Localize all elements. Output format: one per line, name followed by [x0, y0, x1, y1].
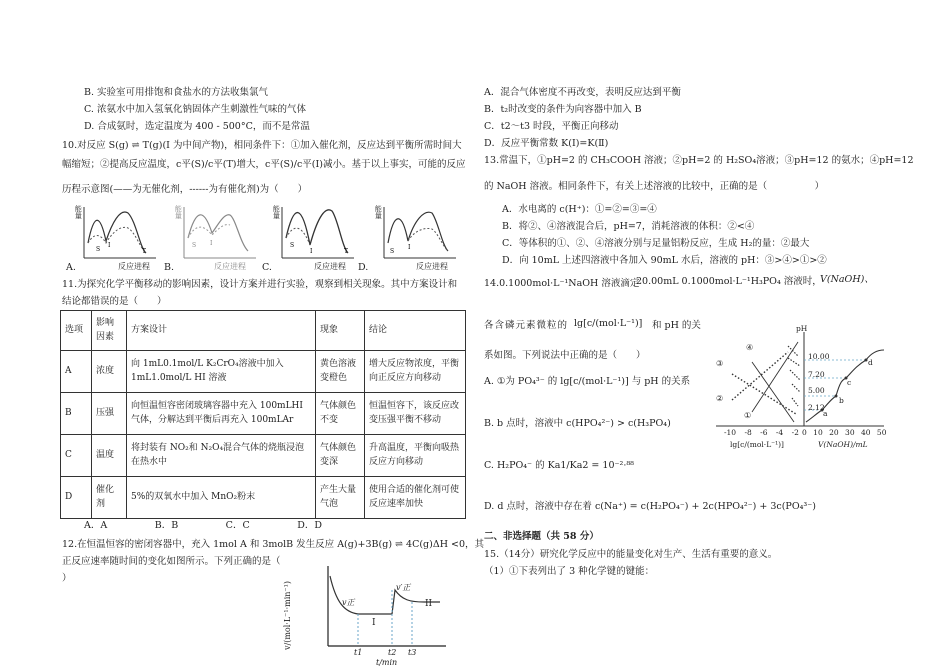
svg-text:S: S	[290, 242, 295, 249]
q14-xtick: 0	[802, 428, 807, 437]
q15-line1: 15.（14分）研究化学反应中的能量变化对生产、生活有重要的意义。	[484, 549, 778, 560]
q14-ytick-2: 2.12	[808, 403, 825, 412]
svg-text:T: T	[344, 248, 349, 255]
table-cell: 产生大量气泡	[316, 477, 365, 519]
q14-curve-label-1: ①	[744, 411, 752, 420]
q13-option-b: B．将②、④溶液混合后，pH=7，消耗溶液的体积：②<④	[502, 221, 755, 232]
q14-xtick: -10	[724, 428, 737, 437]
table-cell: 压强	[92, 393, 127, 435]
q11-line2: 结论都错误的是（ ）	[62, 296, 167, 307]
q13-option-a: A．水电离的 c(H⁺)：①=②=③=④	[502, 204, 657, 215]
q12-line2: 正反应速率随时间的变化如图所示。下列正确的是（	[62, 556, 281, 567]
q10-diagram-a	[78, 203, 158, 265]
q14-xlabel-right: V(NaOH)/mL	[818, 440, 868, 449]
section-2-heading: 二、非选择题（共 58 分）	[484, 531, 599, 542]
q10-axis-x-d: 反应进程	[416, 262, 448, 271]
q14-curve-label-4: ④	[746, 343, 754, 352]
svg-text:S: S	[96, 246, 101, 253]
table-cell: 使用合适的催化剂可使反应速率加快	[365, 477, 466, 519]
table-cell: 增大反应物浓度，平衡向正反应方向移动	[365, 351, 466, 393]
q12-t3: t3	[408, 648, 417, 657]
q12-v-label: v正	[342, 598, 355, 607]
q15-line2: （1）①下表列出了 3 种化学键的键能：	[484, 566, 655, 577]
q14-line2a: 各含磷元素微粒的	[484, 320, 569, 331]
table-header-cell: 现象	[316, 311, 365, 351]
q14-option-c: C. H₂PO₄⁻ 的 Ka1/Ka2 = 10⁻²·⁸⁸	[484, 460, 634, 471]
table-cell: 气体颜色不变	[316, 393, 365, 435]
q10-diagram-c	[276, 203, 356, 265]
q14-xtick: 30	[845, 428, 855, 437]
q10-axis-y-d: 能量	[374, 205, 383, 219]
q12-option-c: C．t2～t3 时段，平衡正向移动	[484, 121, 619, 132]
q14-xtick: 20	[829, 428, 839, 437]
q12-v2-label: v′正	[396, 583, 411, 592]
q14-xlabel-left: lg[c/(mol·L⁻¹)]	[730, 440, 784, 449]
table-header-cell: 方案设计	[127, 311, 316, 351]
q11-answer-options: A．A B．B C．C D．D	[84, 520, 322, 531]
q14-xtick: 10	[813, 428, 823, 437]
table-header-cell: 结论	[365, 311, 466, 351]
q14-ytick-7: 7.20	[808, 370, 825, 379]
q12-seg2-label: II	[425, 599, 433, 609]
q10-line3: 历程示意图(——为无催化剂，------为有催化剂)为（ ）	[62, 184, 308, 195]
table-cell: 催化剂	[92, 477, 127, 519]
q14-line2b: lg[c/(mol·L⁻¹)]	[574, 318, 643, 329]
q14-line2c: 和 pH 的关	[652, 320, 701, 331]
svg-text:S: S	[390, 248, 395, 255]
svg-text:I: I	[210, 240, 213, 247]
svg-text:I: I	[408, 244, 411, 251]
q14-ytick-5: 5.00	[808, 386, 825, 395]
table-cell: 温度	[92, 435, 127, 477]
q13-option-d: D．向 10mL 上述四溶液中各加入 90mL 水后，溶液的 pH：③>④>①>②	[502, 255, 827, 266]
table-header-cell: 选项	[61, 311, 92, 351]
q12-xlabel: t/min	[376, 658, 398, 667]
q14-option-a: A. ①为 PO₄³⁻ 的 lg[c/(mol·L⁻¹)] 与 pH 的关系	[484, 376, 691, 387]
q12-line1: 12.在恒温恒容的密闭容器中，充入 1mol A 和 3molB 发生反应 A(g)+3B(g) ⇌ 4C(g)ΔH <0，其	[62, 539, 484, 550]
q12-option-b: B．t₂时改变的条件为向容器中加入 B	[484, 104, 642, 115]
q11-line1: 11.为探究化学平衡移动的影响因素，设计方案并进行实验，观察到相关现象。其中方案设计和	[62, 279, 458, 290]
svg-text:I: I	[310, 248, 313, 255]
q10-axis-y-c: 能量	[272, 205, 281, 219]
table-cell: 5%的双氧水中加入 MnO₂粉末	[127, 477, 316, 519]
q14-xticks-left	[724, 428, 799, 437]
table-row	[61, 351, 466, 393]
svg-text:T: T	[142, 248, 147, 255]
q14-xtick: 40	[860, 428, 871, 437]
q10-axis-x-b: 反应进程	[214, 262, 246, 271]
svg-text:I: I	[108, 242, 111, 249]
q10-line2: 幅缩短；②提高反应温度，c平(S)/c平(T)增大，c平(S)/c平(I)减小。基于以上事实，可能的反应	[62, 159, 466, 170]
q13-line2: 的 NaOH 溶液。相同条件下，有关上述溶液的比较中，正确的是（ ）	[484, 181, 825, 192]
table-header-cell: 影响因素	[92, 311, 127, 351]
table-cell: 升高温度，平衡向吸热反应方向移动	[365, 435, 466, 477]
q14-point-a: a	[823, 409, 828, 418]
q14-line1b: 20.00mL 0.1000mol·L⁻¹H₃PO₄ 溶液时，	[636, 276, 822, 287]
q14-xtick: -8	[744, 428, 752, 437]
q10-axis-x-a: 反应进程	[118, 262, 150, 271]
table-cell: 气体颜色变深	[316, 435, 365, 477]
q12-t1: t1	[354, 648, 363, 657]
q12-option-a: A．混合气体密度不再改变，表明反应达到平衡	[484, 87, 681, 98]
q14-option-d: D. d 点时，溶液中存在着 c(Na⁺) = c(H₂PO₄⁻) + 2c(HPO₄²⁻) + 3c(PO₄³⁻)	[484, 501, 816, 512]
q12-option-d: D．反应平衡常数 K(I)=K(Ⅱ)	[484, 138, 609, 149]
q12-ylabel: v/(mol·L⁻¹·min⁻¹)	[283, 581, 292, 650]
q14-point-d: d	[868, 358, 873, 367]
table-row	[61, 477, 466, 519]
q10-axis-x-c: 反应进程	[314, 262, 346, 271]
q10-axis-y-b: 能量	[174, 205, 183, 219]
q14-curve-label-2: ②	[716, 394, 724, 403]
table-cell: C	[61, 435, 92, 477]
q10-diagram-d	[378, 203, 458, 265]
table-cell: B	[61, 393, 92, 435]
table-row	[61, 393, 466, 435]
q12-seg1-label: I	[372, 618, 376, 628]
table-cell: 恒温恒容下，该反应改变压强平衡不移动	[365, 393, 466, 435]
q14-point-c: c	[847, 378, 852, 387]
q9-option-c: C. 浓氨水中加入氢氧化钠固体产生刺激性气味的气体	[84, 104, 306, 115]
q12-rate-chart	[300, 562, 450, 670]
q12-line3: ）	[62, 573, 72, 584]
q10-option-a: A.	[66, 262, 76, 273]
q10-option-c: C.	[262, 262, 272, 273]
q14-xticks-right	[802, 428, 886, 437]
q14-xtick: -4	[775, 428, 784, 437]
svg-text:S: S	[192, 242, 197, 249]
q14-option-b: B. b 点时，溶液中 c(HPO₄²⁻) > c(H₃PO₄)	[484, 418, 671, 429]
q9-option-d: D. 合成氨时，选定温度为 400 - 500°C，而不是常温	[84, 121, 310, 132]
q10-option-b: B.	[164, 262, 175, 273]
q10-option-d: D.	[358, 262, 369, 273]
q14-ytick-10: 10.00	[808, 352, 830, 361]
q13-option-c: C．等体积的①、②、④溶液分别与足量铝粉反应，生成 H₂的量：②最大	[502, 238, 810, 249]
table-cell: 将封装有 NO₂和 N₂O₄混合气体的烧瓶浸泡在热水中	[127, 435, 316, 477]
q14-xtick: 50	[876, 428, 887, 437]
table-cell: 黄色溶液变橙色	[316, 351, 365, 393]
q12-t2: t2	[388, 648, 397, 657]
table-cell: A	[61, 351, 92, 393]
q14-point-b: b	[839, 396, 844, 405]
table-cell: 浓度	[92, 351, 127, 393]
table-cell: D	[61, 477, 92, 519]
table-header-row	[61, 311, 466, 351]
q10-diagram-b	[178, 203, 258, 265]
q14-xtick: -2	[791, 428, 799, 437]
q10-line1: 10.对反应 S(g) ⇌ T(g)(I 为中间产物)，相同条件下：①加入催化剂，反应达到平衡所需时间大	[62, 140, 462, 151]
table-cell: 向 1mL0.1mol/L K₂CrO₄溶液中加入 1mL1.0mol/L HI 溶液	[127, 351, 316, 393]
q10-axis-y-a: 能量	[74, 205, 83, 219]
q11-table	[60, 310, 466, 519]
q14-xtick: -6	[760, 428, 768, 437]
table-cell: 向恒温恒容密闭玻璃容器中充入 100mLHI 气体，分解达到平衡后再充入 100mLAr	[127, 393, 316, 435]
q13-line1: 13.常温下，①pH=2 的 CH₃COOH 溶液；②pH=2 的 H₂SO₄溶液；③pH=12 的氨水；④pH=12	[484, 155, 914, 166]
q14-line3: 系如图。下列说法中正确的是（ ）	[484, 350, 646, 361]
q9-option-b: B. 实验室可用排饱和食盐水的方法收集氯气	[84, 87, 269, 98]
q14-line1a: 14.0.1000mol·L⁻¹NaOH 溶液滴定	[484, 278, 640, 289]
q14-line1c: V(NaOH)、	[820, 274, 874, 285]
table-row	[61, 435, 466, 477]
q14-curve-label-3: ③	[716, 359, 724, 368]
q14-chart-ylabel: pH	[796, 324, 808, 333]
